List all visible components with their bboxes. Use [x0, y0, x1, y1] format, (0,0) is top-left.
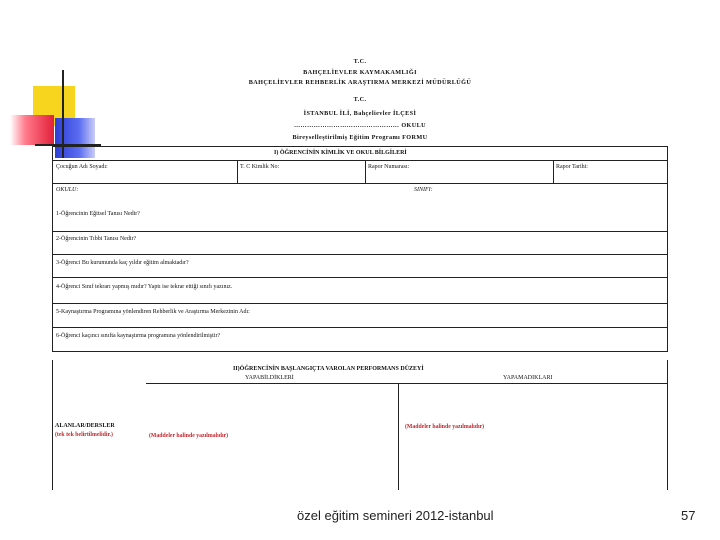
- question-2: 2-Öğrencinin Tıbbi Tanısı Nedir?: [56, 236, 137, 242]
- section1-form: [52, 146, 668, 352]
- areas-note: (tek tek belirtilmelidir.): [55, 432, 113, 438]
- question-3: 3-Öğrenci Bu kurumunda kaç yıldır eğitim almaktadır?: [56, 260, 189, 266]
- class-label: SINIFI:: [414, 187, 433, 193]
- section2-form: [52, 360, 668, 490]
- header-school: ………………………………………… OKULU: [293, 122, 427, 129]
- header-kaymakamlik: BAHÇELİEVLER KAYMAKAMLIĞI: [303, 69, 417, 76]
- report-no-label: Rapor Numarası:: [368, 164, 410, 170]
- question-5: 5-Kaynaştırma Programına yönlendiren Rehberlik ve Araştırma Merkezinin Adı:: [56, 309, 250, 315]
- report-date-label: Rapor Tarihi:: [556, 164, 588, 170]
- cannot-do-header: YAPAMADIKLARI: [503, 375, 553, 381]
- header-province: İSTANBUL İLİ, Bahçelievler İLÇESİ: [303, 110, 417, 117]
- tc-no-label: T. C Kimlik No:: [240, 164, 280, 170]
- items-note-left: (Maddeler halinde yazılmalıdır): [149, 433, 229, 439]
- header-tc-2: T.C.: [353, 96, 367, 103]
- page-number: 57: [681, 508, 696, 523]
- items-note-right: (Maddeler halinde yazılmalıdır): [405, 424, 485, 430]
- header-tc-1: T.C.: [353, 58, 367, 65]
- question-1: 1-Öğrencinin Eğitsel Tanısı Nedir?: [56, 211, 140, 217]
- school-label: OKULU:: [56, 187, 79, 193]
- section2-title: II)ÖĞRENCİNİN BAŞLANGIÇTA VAROLAN PERFORMANS DÜZEYİ: [233, 366, 424, 372]
- areas-label: ALANLAR/DERSLER: [55, 423, 115, 429]
- question-4: 4-Öğrenci Sınıf tekrarı yapmış mıdır? Yaptı ise tekrar ettiği sınıfı yazınız.: [56, 284, 233, 290]
- footer-caption: özel eğitim semineri 2012-istanbul: [297, 508, 494, 523]
- child-name-label: Çocuğun Adı Soyadı:: [56, 164, 108, 170]
- can-do-header: YAPABİLDİKLERİ: [245, 375, 294, 381]
- header-form-title: Bireyselleştirilmiş Eğitim Programı FORMU: [292, 134, 428, 141]
- header-ram: BAHÇELİEVLER REHBERLİK ARAŞTIRMA MERKEZİ MÜDÜRLÜĞÜ: [248, 79, 472, 86]
- question-6: 6-Öğrenci kaçıncı sınıfta kaynaştırma programına yönlendirilmiştir?: [56, 333, 221, 339]
- section1-title: I) ÖĞRENCİNİN KİMLİK VE OKUL BİLGİLERİ: [274, 150, 407, 156]
